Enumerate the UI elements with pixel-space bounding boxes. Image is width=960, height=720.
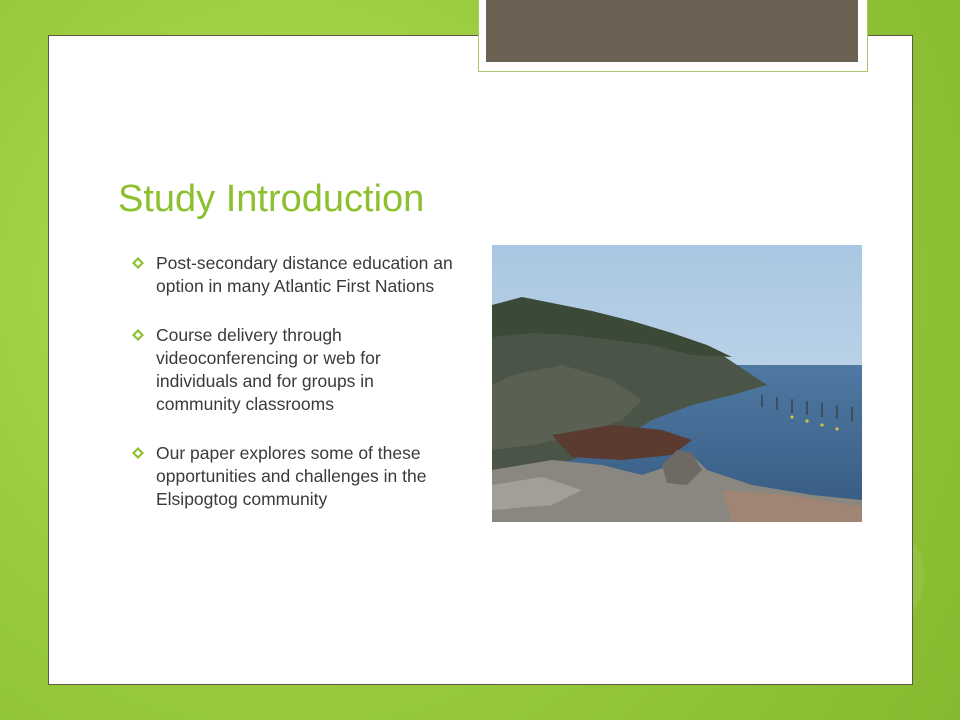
coastline-illustration	[492, 245, 862, 522]
slide-title: Study Introduction	[118, 178, 425, 220]
diamond-bullet-icon	[132, 447, 144, 459]
bullet-item	[132, 442, 462, 511]
bullet-item	[132, 324, 462, 416]
bullet-item	[132, 252, 462, 298]
coastline-photo	[492, 245, 862, 522]
bullet-text: Course delivery through videoconferencing or web for individuals and for groups in community classrooms	[156, 325, 381, 414]
bullet-text: Our paper explores some of these opportunities and challenges in the Elsipogtog community	[156, 443, 427, 509]
header-tab-block	[486, 0, 858, 62]
diamond-bullet-icon	[132, 257, 144, 269]
bullet-text: Post-secondary distance education an option in many Atlantic First Nations	[156, 253, 453, 296]
bullet-list	[132, 252, 462, 537]
diamond-bullet-icon	[132, 329, 144, 341]
